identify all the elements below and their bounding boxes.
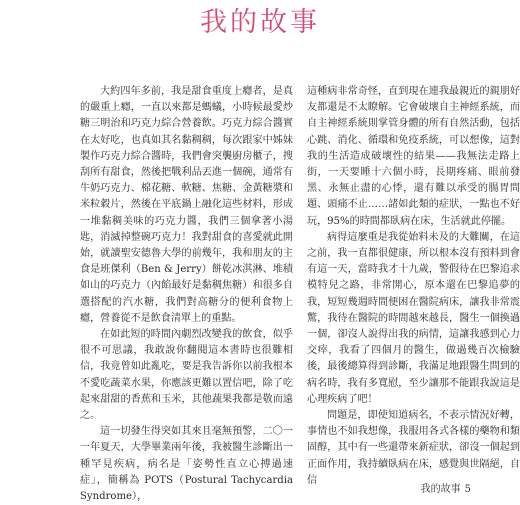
page-footer <box>421 480 471 495</box>
running-header: 我的故事 <box>420 484 461 495</box>
left-text-column <box>80 84 293 505</box>
paragraph: 大約四年多前，我是甜食重度上癮者，是真的嚴重上癮，一直以來都是螞蟻，小時候最愛炒糖三明治和巧克力綜合營養飲。巧克力綜合醬實在太好吃，也真如其名黏稠稠，每次跟家中姊妹製作巧克力綜合醬時，我們會突襲廚房櫃子，搜刮所有甜食，然後把戰利品丟進一個碗，通常有牛奶巧克力、棉花糖、軟糖、焦糖、金黃糖漿和米粒穀片，然後在平底鍋上融化這些材料，形成一堆黏稠美味的巧克力醬，我們三個拿著小湯匙，消滅掉整碗巧克力！我對甜食的喜愛就此開始，就讀聖安德魯大學的前幾年，我和朋友的主食是班傑利（Ben & Jerry）餅乾冰淇淋、堆積如山的巧克力（內餡最好是黏稠焦糖）和很多自選搭配的汽水糖，我們對高糖分的便利食物上癮，營養從不是飲食清單上的重點。 <box>80 86 293 324</box>
paragraph: 這種病非常奇怪，直到現在連我最親近的親朋好友都還是不太瞭解。它會破壞自主神經系統，而自主神經系統則掌管身體的所有自然活動，包括心跳、消化、循環和免疫系統，可以想像，這對我的生活造成破壞性的結果——我無法走路上街，一天要睡十六個小時，長期疼痛、眼前發黑、永無止盡的心悸，還有難以承受的腸胃問題、頭痛不止……諸如此類的症狀，一點也不好玩，95%的時間都臥病在床，生活就此停擺。 <box>307 86 520 227</box>
paragraph: 在如此短的時間內劇烈改變我的飲食，似乎很不可思議，我敢說你翻閱這本書時也很難相信，我竟曾如此亂吃，要是我告訴你以前我根本不愛吃蔬菜水果，你應該更難以置信吧，除了吃起來甜甜的香蕉和玉米，其他蔬果我都是敬而遠之。 <box>80 329 293 422</box>
paragraph: 病得這麼重是我從始料未及的大難關，在這之前，我一直都很健康，所以根本沒有預料到會有這一天，當時我才十九歲，警假待在巴黎追求模特兒之路，非常開心，原本還在巴黎追夢的我，短短幾週時間便困在醫院病床，讓我非常震驚，我待在醫院的時間越來越長，醫生一個換過一個，卻沒人說得出我的病情，這讓我感到心力交瘁，我看了四個月的醫生，做過幾百次檢驗後，最後總算得到診斷，我滿足地跟醫生問到的病名時，我有多寬慰，至少讓那不能跟我說這是心理疾病了吧！ <box>307 231 520 405</box>
right-text-column <box>307 84 520 489</box>
paragraph: 問題是，即使知道病名，不表示情況好轉，事情也不如我想像，我服用各式各樣的藥物和類固醇，其中有一些還帶來新症狀，卻沒一個起到正面作用，我持續臥病在床，感覺與世隔絕，自信 <box>307 410 520 486</box>
paragraph: 這一切發生得突如其來且毫無預警，二〇一一年夏天，大學畢業兩年後，我被醫生診斷出一種罕見疾病，病名是「姿勢性直立心搏過速症」，簡稱為 POTS（Postural Tachycardia Syndrome）， <box>80 426 293 503</box>
page-title: 我的故事 <box>200 7 320 38</box>
page-number: 5 <box>464 484 471 495</box>
